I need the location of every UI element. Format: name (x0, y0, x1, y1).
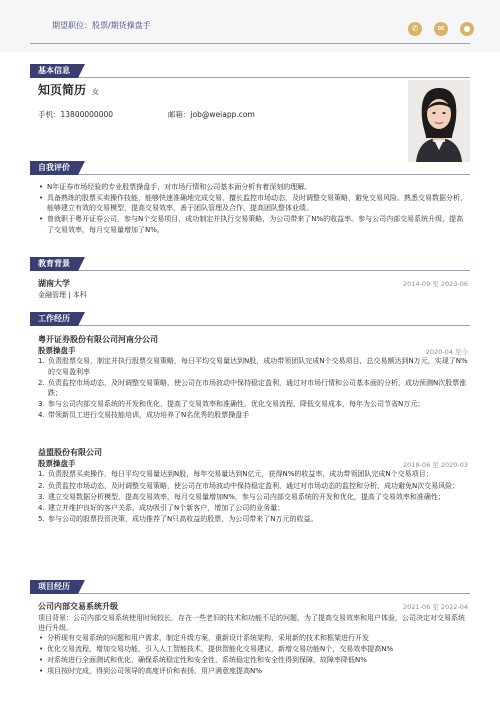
phone-text: 手机：13800000000 (38, 110, 113, 119)
work-item-text: 参与公司的股票投资决策，成功推荐了N只高收益的股票，为公司带来了N万元的收益。 (48, 515, 318, 524)
education-school: 湖南大学 (38, 279, 70, 288)
section-title: 项目经历 (30, 580, 78, 594)
work-item: 4. 带领新员工进行交易技能培训，成功培养了N名优秀的股票操盘手 (38, 411, 250, 420)
project-item: • 项目按时完成，得到公司领导的高度评价和表扬，用户满意度提高N% (38, 666, 468, 676)
section-basic (30, 64, 470, 78)
job-target-label: 期望职位： (52, 21, 92, 30)
work-date: 2020-04 至今 (425, 348, 468, 356)
project-item: • 分析现有交易系统的问题和用户需求，制定升级方案，重新设计系统架构，采用新的技术和框架进行开发 (38, 633, 468, 643)
work-item: 3. 参与公司内部交易系统的开发和优化，提高了交易效率和准确性，优化交易流程，降低交易成本，每年为公司节省N万元； (38, 400, 425, 409)
contact-info (38, 110, 255, 121)
section-rule (30, 77, 470, 78)
evaluation-item: • 曾就职于粤开证券公司，参与N个交易项目，成功制定并执行交易策略，为公司带来了N%的收益率。参与公司内部交易系统升级，提高了交易效率，每月交易量增加了N%。 (38, 214, 468, 234)
work-item: 4. 建立并维护良好的客户关系，成功吸引了N个新客户，增加了公司的业务量； (38, 503, 285, 512)
project-item: • 对系统进行全面测试和优化，确保系统稳定性和安全性，系统稳定性和安全性得到保障，故障率降低N% (38, 655, 468, 665)
education-date: 2014-09 至 2023-06 (403, 280, 468, 288)
work-item-text: 建立并维护良好的客户关系，成功吸引了N个新客户，增加了公司的业务量； (48, 503, 285, 512)
section-work (30, 312, 470, 326)
work-entry-1 (38, 334, 468, 421)
work-item-text: 建立交易数据分析模型，提高交易效率，每月交易量增加N%，参与公司内部交易系统的开发和优化，提高了交易效率和准确性； (48, 492, 445, 501)
work-item-text: 带领新员工进行交易技能培训，成功培养了N名优秀的股票操盘手 (48, 411, 250, 420)
work-item-text: 负责股票买卖操作，每日平均交易量达到N股，每年交易量达到N亿元，获得N%的收益率，成功带领团队完成N个交易项目； (48, 470, 433, 479)
education-major: 金融管理 | 本科 (38, 290, 87, 299)
work-item: 5. 参与公司的股票投资决策，成功推荐了N只高收益的股票，为公司带来了N万元的收益。 (38, 515, 318, 524)
work-entry-2 (38, 447, 468, 525)
evaluation-item: • 具备熟练的股票买卖操作技能，能够快速准确地完成交易，擅长监控市场动态，及时调整交易策略，避免交易风险。熟悉交易数据分析，能够建立有效的交易模型，提高交易效率，善于团队管理及合作，提高团队整体业绩。 (38, 193, 468, 213)
work-role: 股票操盘手 (38, 345, 76, 355)
work-item: 3. 建立交易数据分析模型，提高交易效率，每月交易量增加N%，参与公司内部交易系统的开发和优化，提高了交易效率和准确性； (38, 492, 445, 501)
section-project (30, 580, 470, 594)
work-item: 1. 负责股票买卖操作，每日平均交易量达到N股，每年交易量达到N亿元，获得N%的收益率，成功带领团队完成N个交易项目； (38, 470, 433, 479)
work-item-text: 负责股票交易，制定并执行股票交易策略，每日平均交易量达到N股，成功带领团队完成N个交易项目，总交易额达到N万元，实现了N%的交易盈利率 (48, 357, 468, 376)
work-item: 2. 负责监控市场动态，及时调整交易策略，使公司在市场波动中保持稳定盈利，通过对市场行情和公司基本面的分析，成功预测N次股票涨跌； (38, 378, 467, 397)
job-target-value: 股票/期货操盘手 (92, 21, 151, 30)
avatar-image (408, 80, 470, 162)
job-target (52, 20, 151, 32)
name-row (38, 82, 99, 99)
education-entry (38, 278, 468, 300)
section-education (30, 257, 470, 271)
project-title: 公司内部交易系统升级 (38, 602, 118, 611)
evaluation-item: • N年证券市场经验的专业股票操盘手，对市场行情和公司基本面分析有着深刻的理解。 (38, 182, 468, 192)
work-company: 粤开证券股份有限公司河南分公司 (38, 335, 158, 344)
work-item: 2. 负责监控市场动态，及时调整交易策略，使公司在市场波动中保持稳定盈利，通过对市场动态的监控和分析，成功避免N次交易风险； (38, 481, 460, 490)
work-company: 益盟股份有限公司 (38, 448, 102, 457)
project-entry (38, 601, 468, 677)
evaluation-list (38, 182, 468, 236)
section-rule (30, 593, 470, 594)
person-gender: 女 (92, 88, 100, 96)
email-text: 邮箱：job@weiapp.com (168, 110, 255, 119)
project-date: 2021-06 至 2022-04 (403, 603, 468, 611)
work-item-text: 负责监控市场动态，及时调整交易策略，使公司在市场波动中保持稳定盈利，通过对市场行情和公司基本面的分析，成功预测N次股票涨跌； (48, 378, 467, 397)
project-item: • 优化交易流程，增加交易功能，引入人工智能技术，提供智能化交易建议，新增交易功能N个，交易效率提高N% (38, 644, 468, 654)
phone-icon: ✆ (408, 22, 422, 36)
header-icons (408, 22, 474, 36)
person-name: 知页简历 (38, 83, 87, 97)
section-rule (30, 270, 470, 271)
work-date: 2018-06 至 2020-03 (403, 461, 468, 469)
section-title: 工作经历 (30, 312, 78, 326)
section-evaluation (30, 161, 470, 175)
work-item-text: 参与公司内部交易系统的开发和优化，提高了交易效率和准确性，优化交易流程，降低交易成本，每年为公司节省N万元； (48, 400, 425, 409)
location-icon: ● (460, 22, 474, 36)
avatar (408, 80, 470, 162)
section-title: 教育背景 (30, 257, 78, 271)
section-rule (30, 325, 470, 326)
section-title: 基本信息 (30, 64, 78, 78)
work-item: 1. 负责股票交易，制定并执行股票交易策略，每日平均交易量达到N股，成功带领团队完成N个交易项目，总交易额达到N万元，实现了N%的交易盈利率 (38, 357, 468, 376)
section-title: 自我评价 (30, 161, 78, 175)
mail-icon: ✉ (434, 22, 448, 36)
work-item-text: 负责监控市场动态，及时调整交易策略，使公司在市场波动中保持稳定盈利，通过对市场动态的监控和分析，成功避免N次交易风险； (48, 481, 460, 490)
header-divider (30, 43, 470, 44)
project-desc: 项目背景：公司内部交易系统使用时间较长，存在一些老旧的技术和功能不足的问题，为了提高交易效率和用户体验，公司决定对交易系统进行升级。 (38, 613, 465, 632)
work-role: 股票操盘手 (38, 458, 76, 468)
section-rule (30, 174, 470, 175)
